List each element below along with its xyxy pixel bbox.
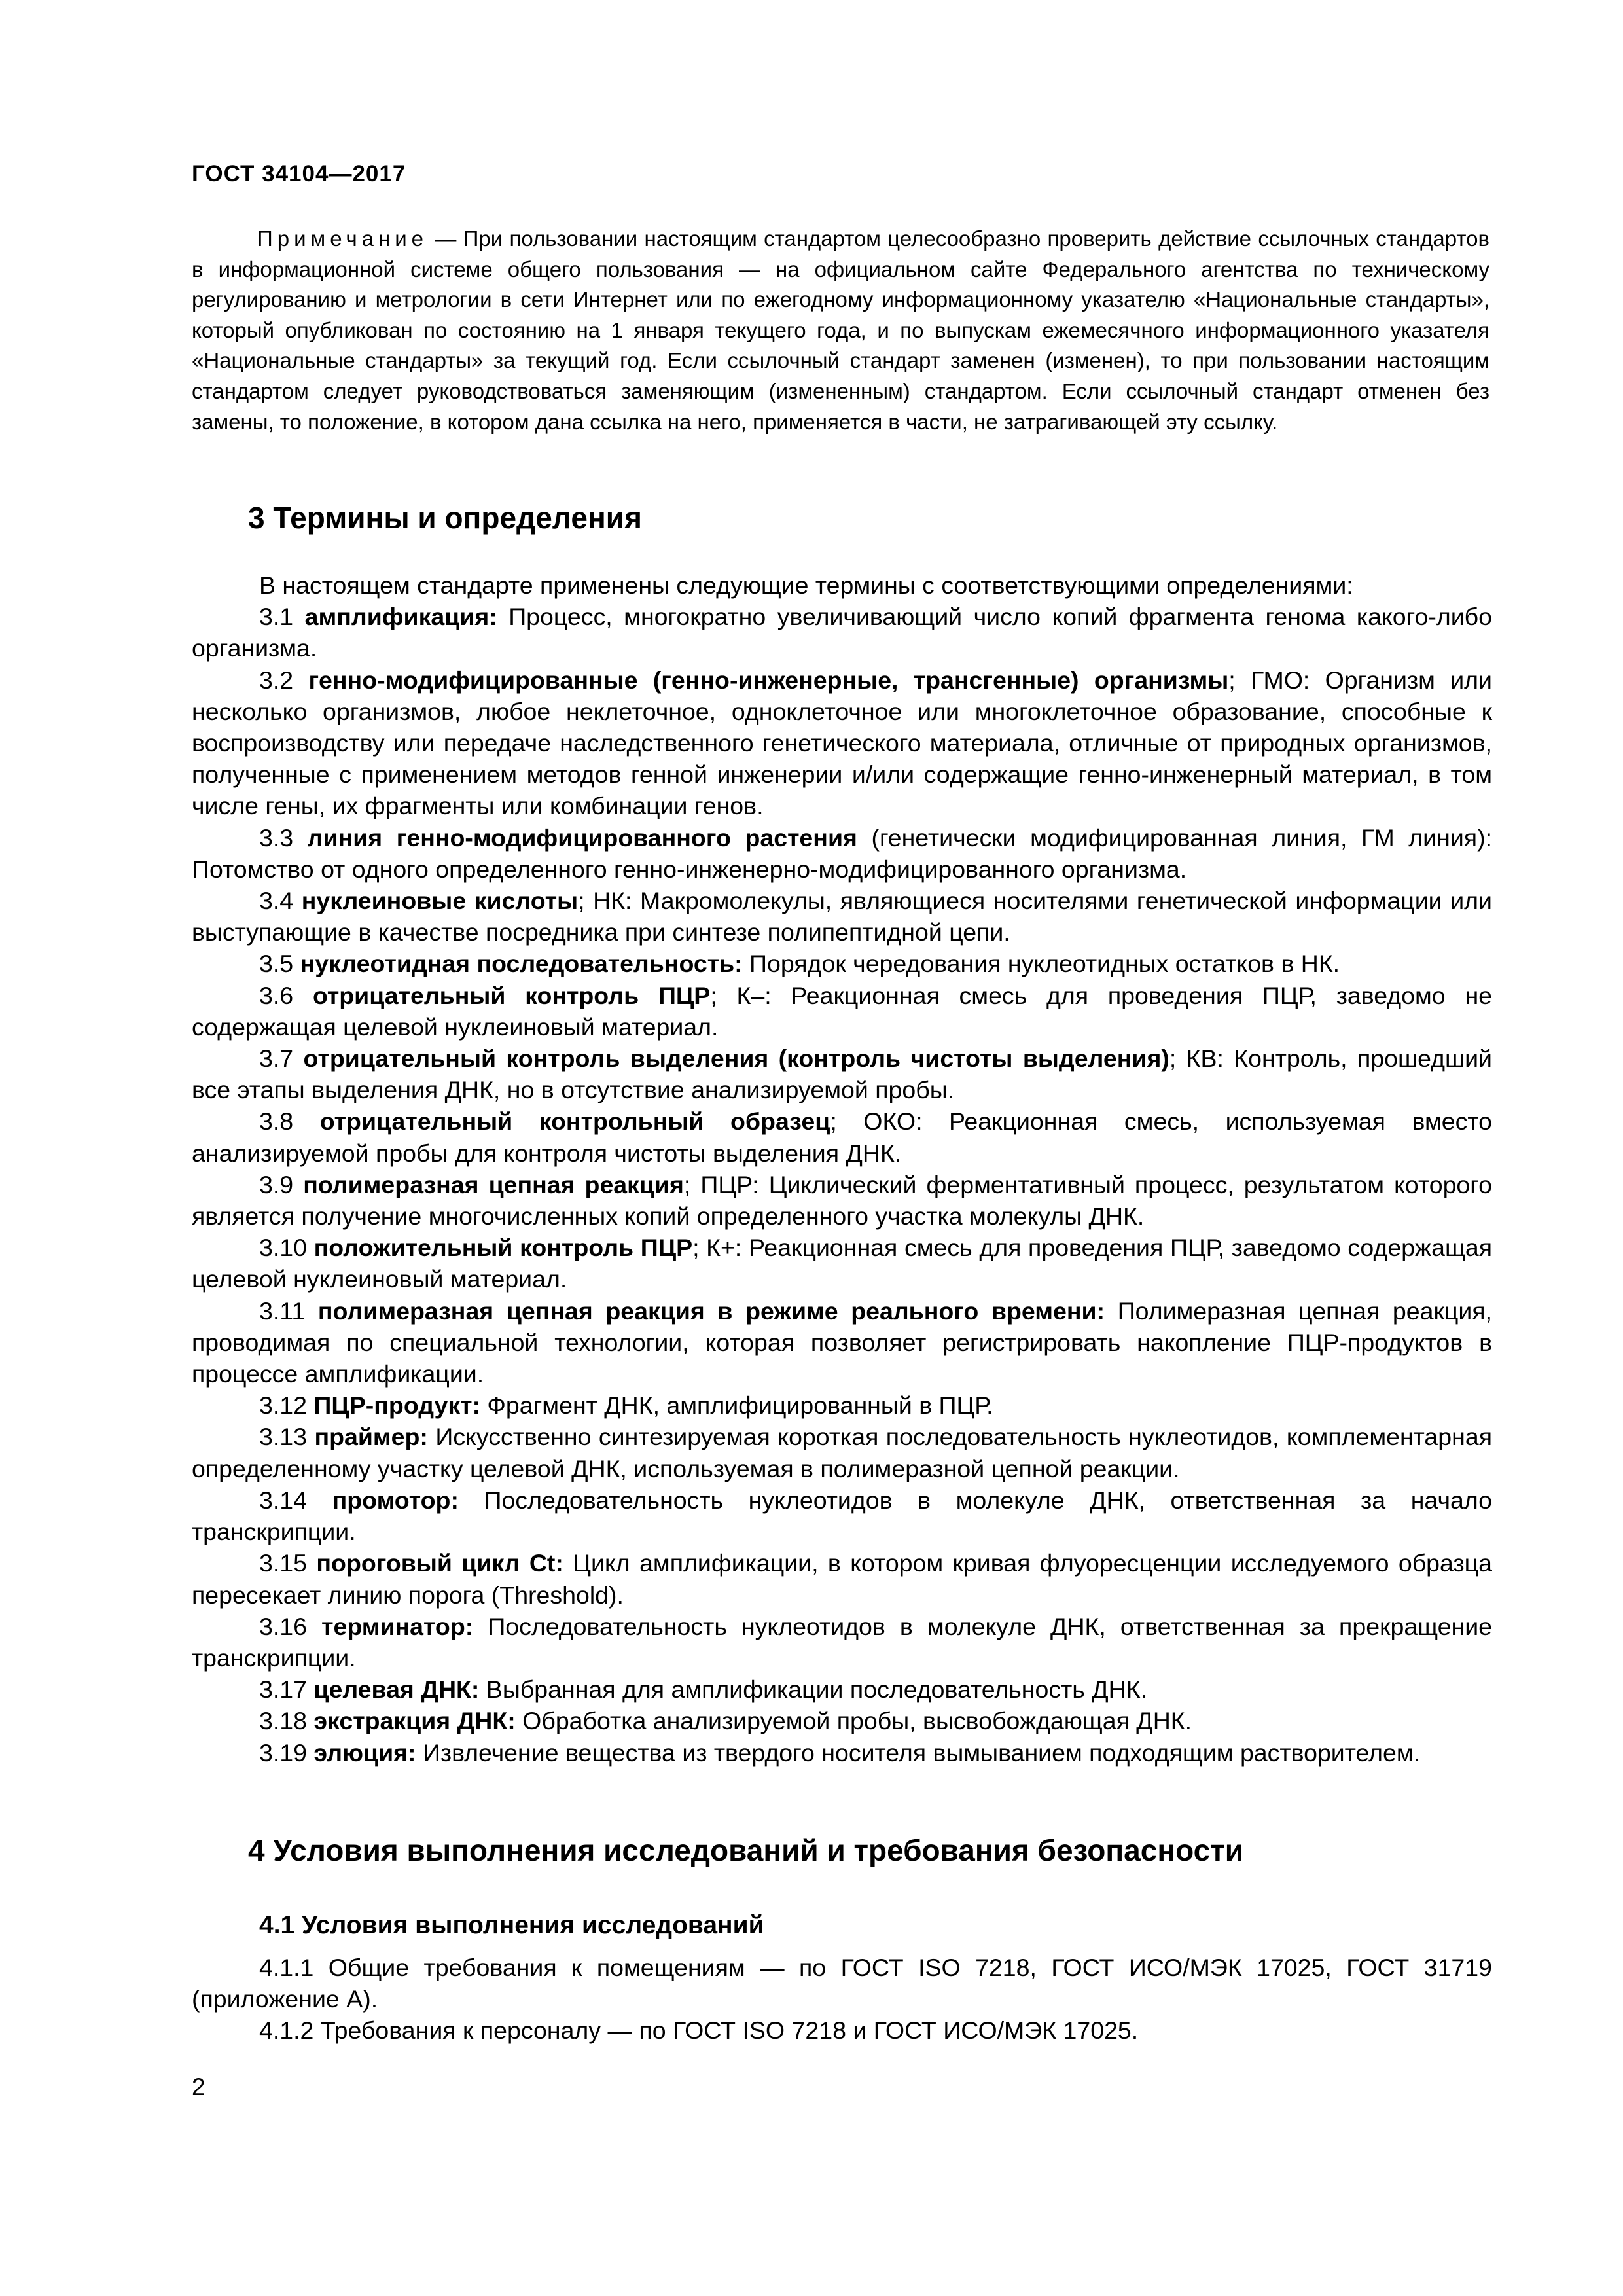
terms-intro: В настоящем стандарте применены следующие термины с соответствующими определениями:: [259, 571, 1353, 599]
clause-item: [192, 1952, 1492, 2015]
term-number: 3.10: [259, 1234, 307, 1262]
term-definition: Полимеразная цепная реакция, проводимая по специальной технологии, которая позволяет регистрировать накопление ПЦР-продуктов в процессе амплификации.: [192, 1297, 1493, 1388]
term-name: целевая ДНК:: [313, 1676, 480, 1704]
term-definition: ; ОКО: Реакционная смесь, используемая вместо анализируемой пробы для контроля чистоты выделения ДНК.: [192, 1107, 1492, 1167]
term-name: экстракция ДНК:: [313, 1707, 516, 1735]
term-definition: Обработка анализируемой пробы, высвобождающая ДНК.: [515, 1707, 1192, 1735]
term-definition: ; НК: Макромолекулы, являющиеся носителями генетической информации или выступающие в качестве посредника при синтезе полипептидной цепи.: [192, 887, 1492, 946]
term-item: [192, 822, 1492, 885]
term-name: ПЦР-продукт:: [313, 1391, 480, 1420]
term-definition: Порядок чередования нуклеотидных остатков в НК.: [742, 950, 1340, 978]
term-item: [192, 1295, 1492, 1390]
term-item: [192, 1611, 1492, 1674]
subsection-4-1-title: 4.1 Условия выполнения исследований: [259, 1911, 764, 1939]
term-number: 3.16: [259, 1612, 307, 1640]
term-name: промотор:: [332, 1486, 459, 1514]
term-item: [192, 980, 1492, 1043]
term-name: линия генно-модифицированного растения: [307, 823, 857, 852]
term-item: [192, 1674, 1492, 1705]
term-number: 3.1: [259, 603, 294, 631]
term-item: [192, 1547, 1492, 1610]
terms-list: [192, 569, 1492, 1768]
page-number: 2: [192, 2073, 205, 2100]
term-number: 3.3: [259, 823, 294, 852]
term-item: [192, 1043, 1492, 1105]
term-name: нуклеотидная последовательность:: [300, 950, 743, 978]
term-name: праймер:: [314, 1423, 428, 1451]
term-definition: Последовательность нуклеотидов в молекуле ДНК, ответственная за прекращение транскрипции.: [192, 1612, 1492, 1672]
term-definition: Фрагмент ДНК, амплифицированный в ПЦР.: [480, 1391, 993, 1420]
term-name: нуклеиновые кислоты: [301, 887, 579, 915]
term-number: 3.5: [259, 950, 294, 978]
reference-note: [192, 224, 1489, 437]
term-item: [192, 601, 1492, 664]
term-name: элюция:: [313, 1738, 416, 1767]
term-definition: ; К–: Реакционная смесь для проведения ПЦР, заведомо не содержащая целевой нуклеиновый материал.: [192, 981, 1493, 1041]
section-4-body: [192, 1952, 1492, 2047]
term-definition: Извлечение вещества из твердого носителя вымыванием подходящим растворителем.: [416, 1738, 1421, 1767]
term-name: амплификация:: [304, 603, 497, 631]
term-number: 3.4: [259, 887, 294, 915]
term-number: 3.7: [259, 1045, 294, 1073]
clause-item: [192, 2015, 1492, 2046]
section-4-title: 4 Условия выполнения исследований и требования безопасности: [248, 1833, 1243, 1867]
term-item: [192, 948, 1492, 979]
term-name: терминатор:: [321, 1612, 474, 1640]
term-item: [192, 664, 1492, 822]
term-definition: (генетически модифицированная линия, ГМ линия): Потомство от одного определенного генно-инженерно-модифицированного организма.: [192, 823, 1492, 883]
term-number: 3.14: [259, 1486, 307, 1514]
term-number: 3.2: [259, 666, 294, 694]
term-name: отрицательный контроль выделения (контроль чистоты выделения): [303, 1045, 1169, 1073]
term-item: [192, 1705, 1492, 1736]
term-number: 3.12: [259, 1391, 307, 1420]
term-name: положительный контроль ПЦР: [313, 1234, 693, 1262]
term-number: 3.18: [259, 1707, 307, 1735]
term-name: отрицательный контрольный образец: [319, 1107, 830, 1136]
term-number: 3.11: [259, 1297, 306, 1325]
clause-text: Общие требования к помещениям — по ГОСТ ISO 7218, ГОСТ ИСО/МЭК 17025, ГОСТ 31719 (приложение А).: [192, 1954, 1492, 2013]
term-item: [192, 1421, 1492, 1484]
term-name: полимеразная цепная реакция в режиме реального времени:: [317, 1297, 1105, 1325]
term-name: пороговый цикл Ct:: [316, 1549, 563, 1577]
term-name: генно-модифицированные (генно-инженерные, трансгенные) организмы: [308, 666, 1229, 694]
term-number: 3.6: [259, 981, 294, 1009]
term-definition: ; ГМО: Организм или несколько организмов, любое неклеточное, одноклеточное или многоклеточное образование, способные к воспроизводству или передаче наследственного генетического материала, отличные от природных организмов, полученные с применением методов генной инженерии и/или содержащие генно-инженерный материал, в том числе гены, их фрагменты или комбинации генов.: [192, 666, 1493, 820]
term-number: 3.13: [259, 1423, 307, 1451]
term-definition: Выбранная для амплификации последовательность ДНК.: [479, 1676, 1147, 1704]
term-number: 3.9: [259, 1170, 294, 1198]
term-definition: Последовательность нуклеотидов в молекуле ДНК, ответственная за начало транскрипции.: [192, 1486, 1493, 1546]
clause-number: 4.1.2: [259, 2017, 314, 2045]
term-item: [192, 1484, 1492, 1547]
term-item: [192, 1737, 1492, 1768]
term-definition: Цикл амплификации, в котором кривая флуоресценции исследуемого образца пересекает линию порога (Threshold).: [192, 1549, 1493, 1609]
term-definition: Процесс, многократно увеличивающий число копий фрагмента генома какого-либо организма.: [192, 603, 1493, 662]
term-item: [192, 1390, 1492, 1421]
note-label: Примечание: [257, 226, 429, 251]
term-definition: ; КВ: Контроль, прошедший все этапы выделения ДНК, но в отсутствие анализируемой пробы.: [192, 1045, 1492, 1104]
term-item: [192, 1169, 1492, 1232]
document-code: ГОСТ 34104—2017: [192, 161, 406, 187]
term-number: 3.19: [259, 1738, 307, 1767]
term-definition: ; ПЦР: Циклический ферментативный процесс, результатом которого является получение многочисленных копий определенного участка молекулы ДНК.: [192, 1170, 1492, 1230]
clause-text: Требования к персоналу — по ГОСТ ISO 7218 и ГОСТ ИСО/МЭК 17025.: [313, 2017, 1139, 2045]
term-number: 3.15: [259, 1549, 307, 1577]
term-item: [192, 885, 1492, 948]
term-name: полимеразная цепная реакция: [303, 1170, 684, 1198]
term-item: [192, 1105, 1492, 1168]
term-number: 3.8: [259, 1107, 294, 1136]
term-definition: ; К+: Реакционная смесь для проведения ПЦР, заведомо содержащая целевой нуклеиновый материал.: [192, 1234, 1492, 1293]
note-text: — При пользовании настоящим стандартом целесообразно проверить действие ссылочных стандартов в информационной системе общего пользования — на официальном сайте Федерального агентства по техническому регулированию и метрологии в сети Интернет или по ежегодному информационному указателю «Национальные стандарты», который опубликован по состоянию на 1 января текущего года, и по выпускам ежемесячного информационного указателя «Национальные стандарты» за текущий год. Если ссылочный стандарт заменен (изменен), то при пользовании настоящим стандартом следует руководствоваться заменяющим (измененным) стандартом. Если ссылочный стандарт отменен без замены, то положение, в котором дана ссылка на него, применяется в части, не затрагивающей эту ссылку.: [192, 226, 1489, 434]
section-3-title: 3 Термины и определения: [248, 501, 642, 535]
term-name: отрицательный контроль ПЦР: [312, 981, 711, 1009]
term-number: 3.17: [259, 1676, 307, 1704]
clause-number: 4.1.1: [259, 1954, 314, 1981]
term-item: [192, 1232, 1492, 1295]
term-definition: Искусственно синтезируемая короткая последовательность нуклеотидов, комплементарная определенному участку целевой ДНК, используемая в полимеразной цепной реакции.: [192, 1423, 1493, 1482]
